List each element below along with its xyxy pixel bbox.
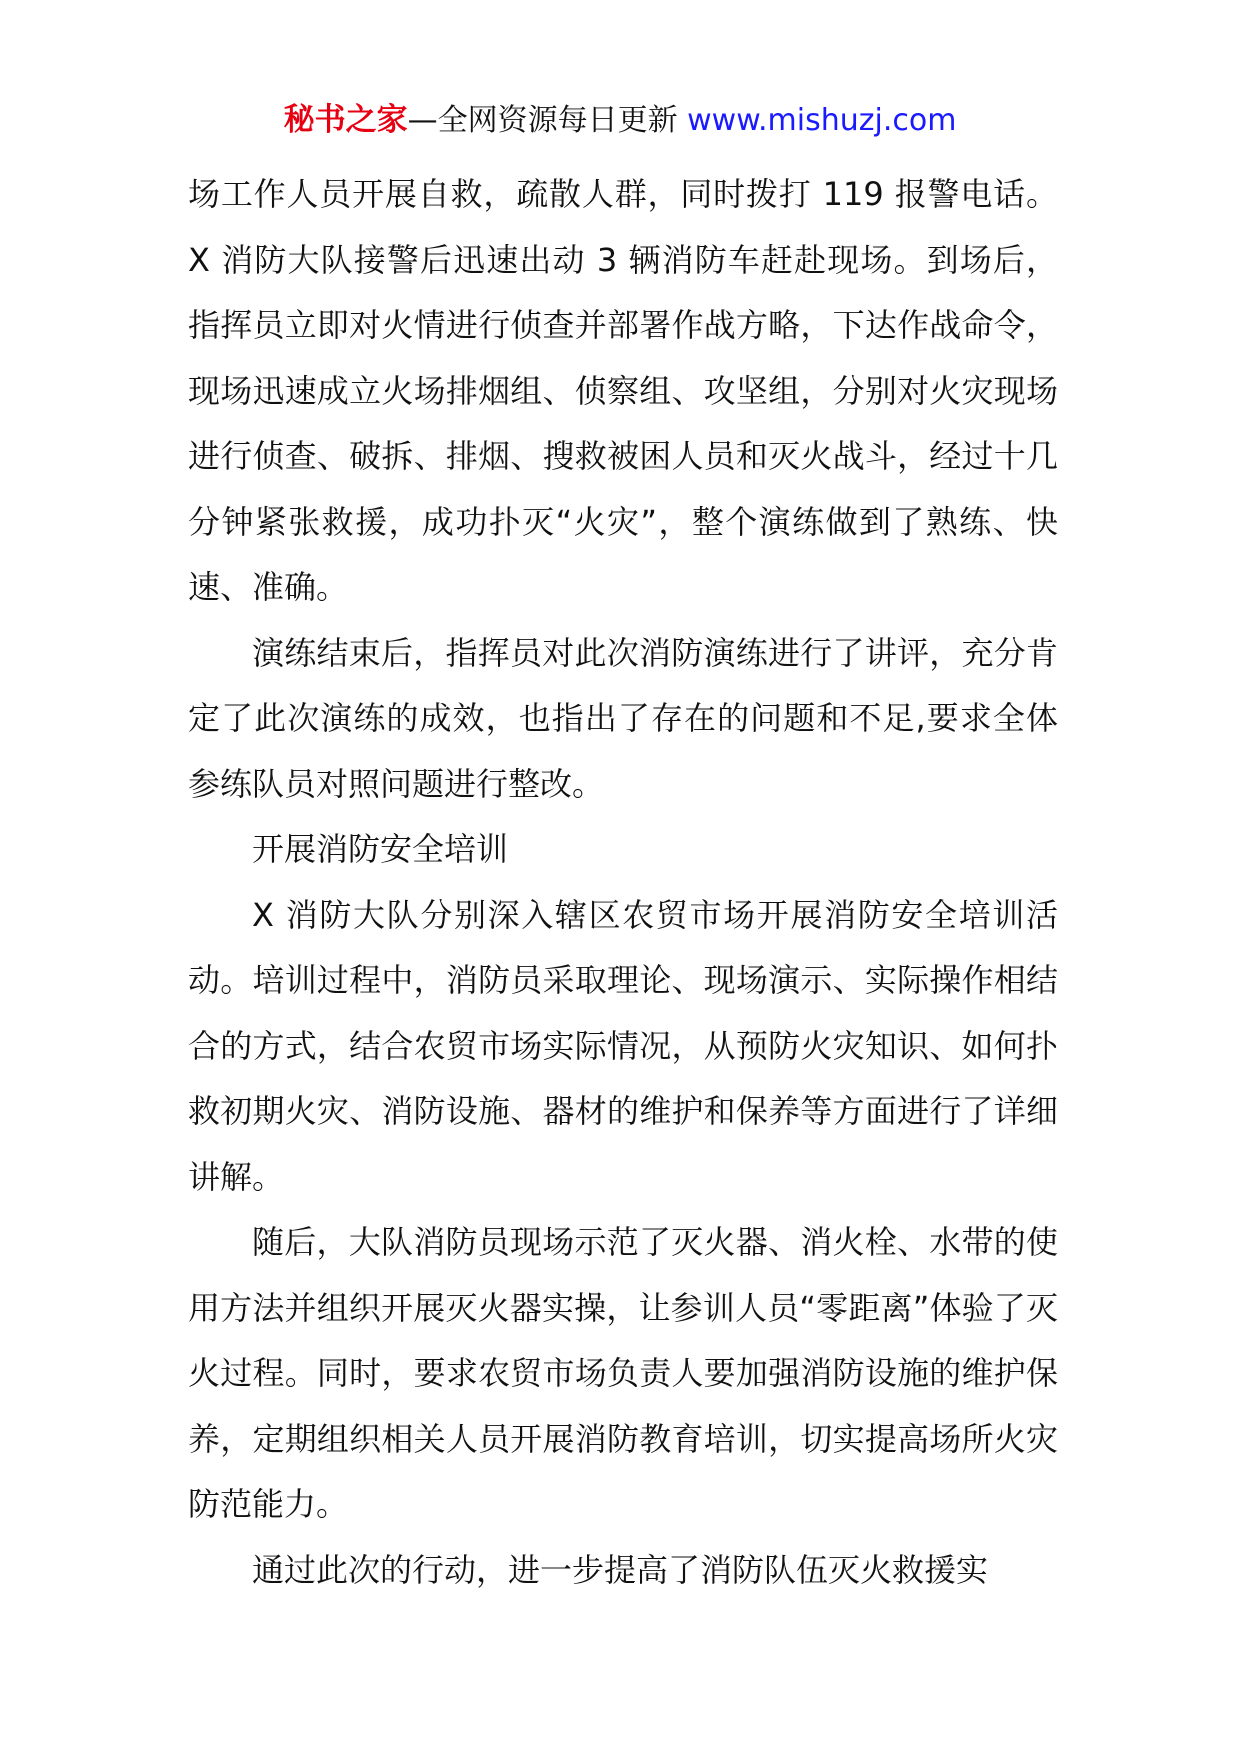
paragraph-drill-review: 演练结束后，指挥员对此次消防演练进行了讲评，充分肯定了此次演练的成效，也指出了存在的问题和不足,要求全体参练队员对照问题进行整改。 [188,633,1058,803]
paragraph-conclusion: 通过此次的行动，进一步提高了消防队伍灭火救援实 [252,1550,989,1589]
paragraph-drill-process: 场工作人员开展自救，疏散人群，同时拨打 119 报警电话。X 消防大队接警后迅速出动 3 辆消防车赶赴现场。到场后，指挥员立即对火情进行侦查并部署作战方略，下达作战命令，现场迅速成立火场排烟组、侦察组、攻坚组，分别对火灾现场进行侦查、破拆、排烟、搜救被困人员和灭火战斗，经过十几分钟紧张救援，成功扑灭“火灾”，整个演练做到了熟练、快速、准确。 [188,175,1058,606]
header-url-link[interactable]: www.mishuzj.com [687,103,957,138]
document-body [188,162,1058,1603]
paragraph-training-practice: 随后，大队消防员现场示范了灭火器、消火栓、水带的使用方法并组织开展灭火器实操，让参训人员“零距离”体验了灭火过程。同时，要求农贸市场负责人要加强消防设施的维护保养，定期组织相关人员开展消防教育培训，切实提高场所火灾防范能力。 [188,1223,1058,1523]
page-header [0,100,1240,141]
paragraph-training-overview: X 消防大队分别深入辖区农贸市场开展消防安全培训活动。培训过程中，消防员采取理论、现场演示、实际操作相结合的方式，结合农贸市场实际情况，从预防火灾知识、如何扑救初期火灾、消防设施、器材的维护和保养等方面进行了详细讲解。 [188,895,1058,1196]
brand-name: 秘书之家 [283,102,408,138]
section-heading-training: 开展消防安全培训 [252,830,509,868]
header-tagline: —全网资源每日更新 [407,103,678,138]
